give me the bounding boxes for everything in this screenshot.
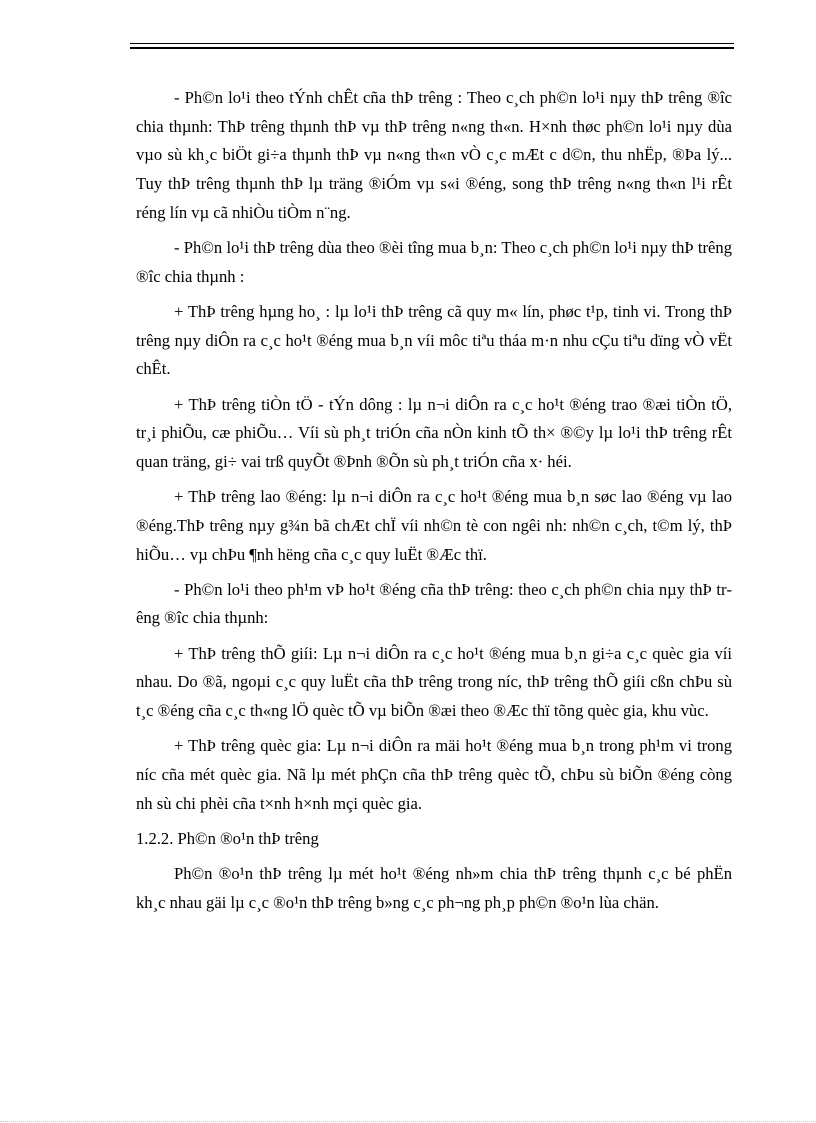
paragraph-classification-by-object: - Ph©n lo¹i thÞ trêng dùa theo ®èi tîng mua b¸n: Theo c¸ch ph©n lo¹i nµy thÞ trêng ®îc chia thµnh : bbox=[136, 238, 732, 286]
paragraph-money-credit-market: + ThÞ trêng tiÒn tÖ - tÝn dông : lµ n¬i diÔn ra c¸c ho¹t ®éng trao ®æi tiÒn tÖ, tr¸i phiÕu, cæ phiÕu… Víi sù ph¸t triÓn cña nÒn kinh tÕ th× ®©y lµ lo¹i thÞ trêng rÊt quan träng, gi÷ vai trß quyÕt ®Þnh ®Õn sù ph¸t triÓn cña x· héi. bbox=[136, 394, 732, 471]
header-rule-thin bbox=[130, 43, 734, 44]
paragraph-market-segmentation: Ph©n ®o¹n thÞ trêng lµ mét ho¹t ®éng nh»m chia thÞ trêng thµnh c¸c bé phËn kh¸c nhau gäi lµ c¸c ®o¹n thÞ trêng b»ng c¸c ph¬ng ph¸p ph©n ®o¹n lùa chän. bbox=[136, 864, 732, 912]
header-rule-thick bbox=[130, 47, 734, 49]
paragraph-world-market: + ThÞ trêng thÕ giíi: Lµ n¬i diÔn ra c¸c ho¹t ®éng mua b¸n gi÷a c¸c quèc gia víi nhau. Do ®ã, ngoµi c¸c quy luËt cña thÞ trêng trong níc, thÞ trêng thÕ giíi cßn chÞu sù t¸c ®éng cña c¸c th«ng lÖ quèc tÕ vµ biÕn ®æi theo ®Æc thï tõng quèc gia, khu vùc. bbox=[136, 643, 732, 721]
paragraph-goods-market: + ThÞ trêng hµng ho¸ : lµ lo¹i thÞ trêng cã quy m« lín, phøc t¹p, tinh vi. Trong thÞ trêng nµy diÔn ra c¸c ho¹t ®éng mua b¸n víi môc tiªu tháa m·n nhu cÇu tiªu dïng vÒ vËt chÊt. bbox=[136, 301, 732, 379]
paragraph-classification-by-scope: - Ph©n lo¹i theo ph¹m vÞ ho¹t ®éng cña thÞ trêng: theo c¸ch ph©n chia nµy thÞ trêng ®îc chia thµnh: bbox=[136, 579, 732, 628]
paragraph-classification-by-nature: - Ph©n lo¹i theo tÝnh chÊt cña thÞ trêng : Theo c¸ch ph©n lo¹i nµy thÞ trêng ®îc chia thµnh: ThÞ trêng thµnh thÞ vµ thÞ trêng n«ng th«n. H×nh thøc ph©n lo¹i nµy dùa vµo sù kh¸c biÖt gi÷a thµnh thÞ vµ n«ng th«n vÒ c¸c mÆt c d©n, thu nhËp, ®Þa lý... Tuy thÞ trêng thµnh thÞ lµ träng ®iÓm vµ s«i ®éng, song thÞ trêng n«ng th«n l¹i rÊt réng lín vµ cã nhiÒu tiÒm n¨ng. bbox=[136, 88, 732, 222]
paragraph-labor-market: + ThÞ trêng lao ®éng: lµ n¬i diÔn ra c¸c ho¹t ®éng mua b¸n søc lao ®éng vµ lao ®éng.ThÞ trêng nµy g¾n bã chÆt chÏ víi nh©n tè con ngêi nh: nh©n c¸ch, t©m lý, thÞ hiÕu… vµ chÞu ¶nh hëng cña c¸c quy luËt ®Æc thï. bbox=[136, 487, 732, 564]
page-bottom-edge bbox=[0, 1121, 816, 1122]
document-body bbox=[136, 84, 732, 924]
section-heading: 1.2.2. Ph©n ®o¹n thÞ trêng bbox=[136, 828, 319, 848]
paragraph-national-market: + ThÞ trêng quèc gia: Lµ n¬i diÔn ra mäi ho¹t ®éng mua b¸n trong ph¹m vi trong níc cña mét quèc gia. Nã lµ mét phÇn cña thÞ trêng quèc tÕ, chÞu sù biÕn ®éng còng nh sù chi phèi cña t×nh h×nh mçi quèc gia. bbox=[136, 736, 732, 813]
